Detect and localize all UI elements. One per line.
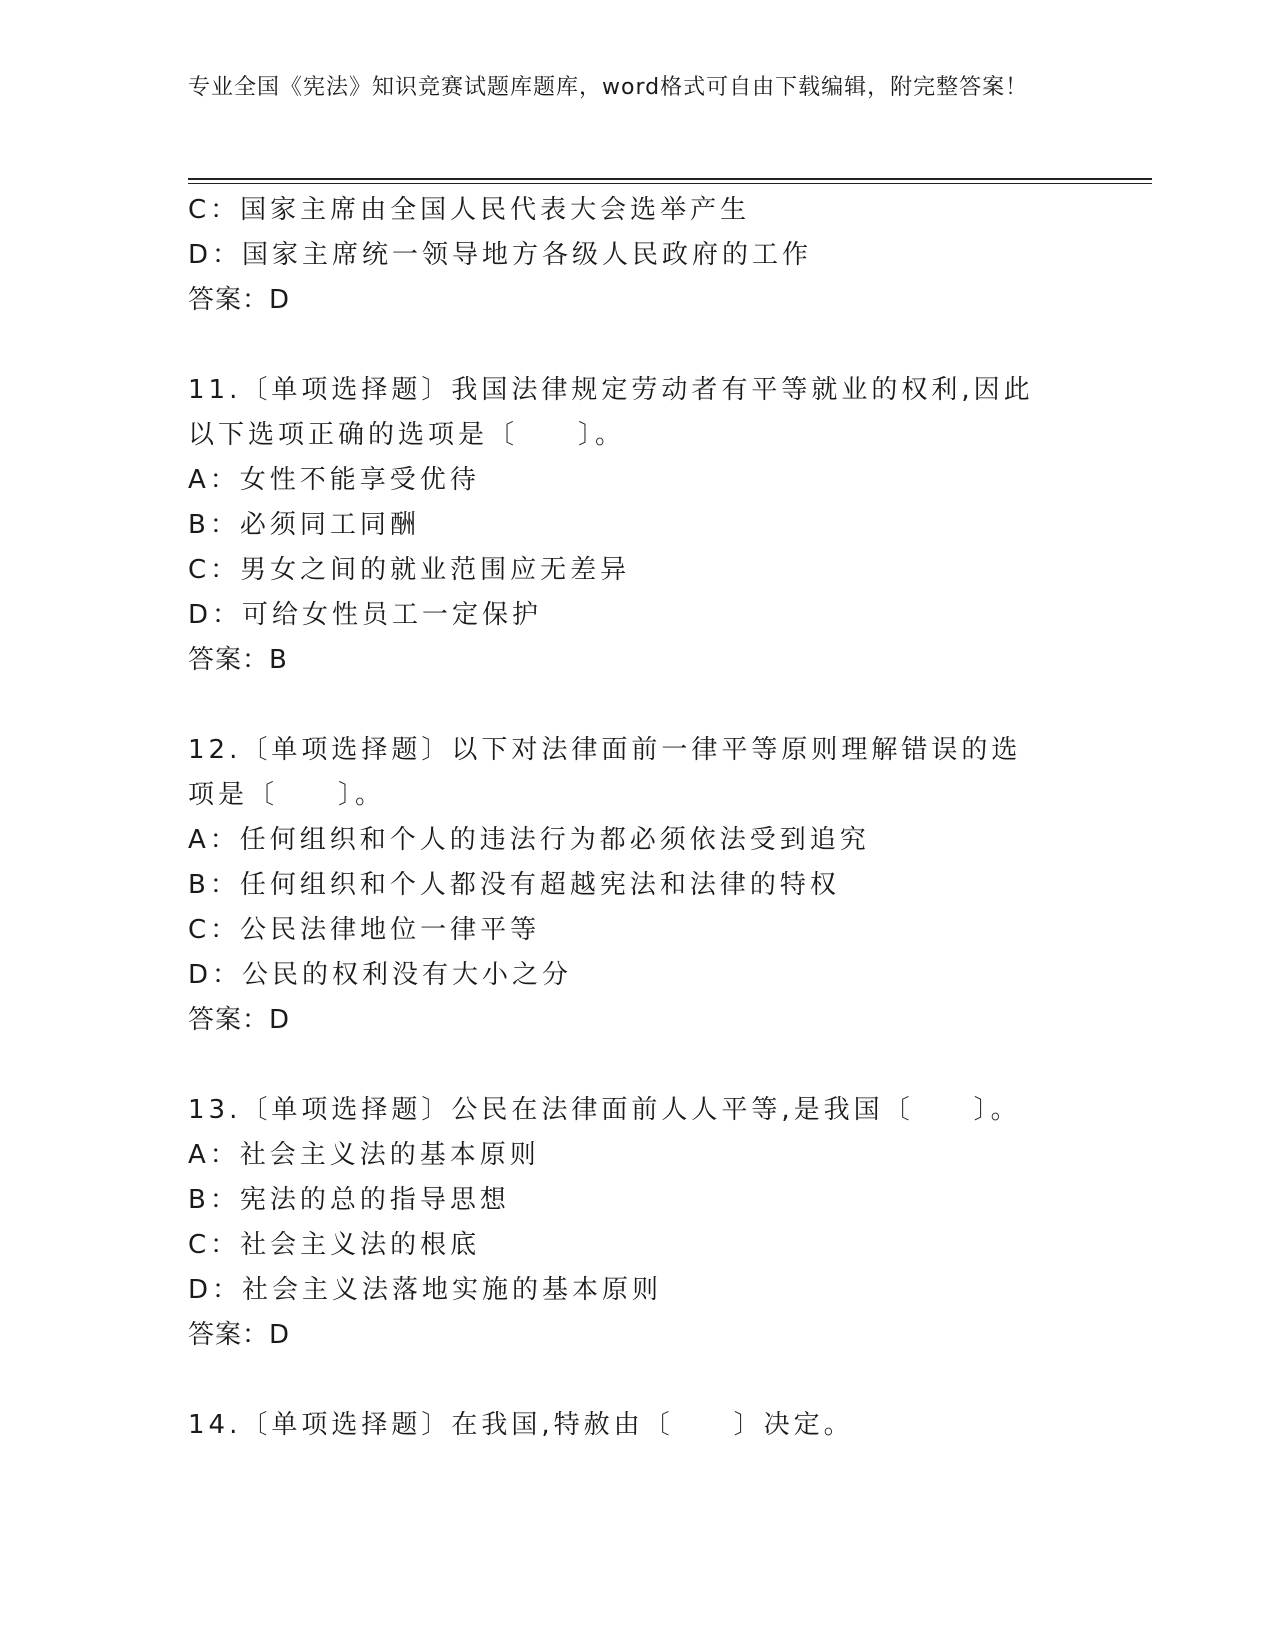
option-a: A：任何组织和个人的违法行为都必须依法受到追究	[188, 825, 870, 855]
header-divider-thin	[188, 183, 1152, 184]
question-content	[188, 188, 1088, 1448]
option-d: D：国家主席统一领导地方各级人民政府的工作	[188, 240, 813, 270]
option-c: C：男女之间的就业范围应无差异	[188, 555, 631, 585]
option-c: C：公民法律地位一律平等	[188, 915, 541, 945]
question-14	[188, 1403, 1088, 1448]
answer-line: 答案：D	[188, 1320, 291, 1350]
option-d: D：社会主义法落地实施的基本原则	[188, 1275, 663, 1305]
option-a: A：社会主义法的基本原则	[188, 1140, 540, 1170]
option-d: D：可给女性员工一定保护	[188, 600, 543, 630]
spacer	[188, 683, 1088, 728]
question-13	[188, 1088, 1088, 1358]
option-d: D：公民的权利没有大小之分	[188, 960, 573, 990]
answer-line: 答案：B	[188, 645, 288, 675]
option-c: C：社会主义法的根底	[188, 1230, 481, 1260]
header-divider-thick	[188, 178, 1152, 180]
question-10-continued	[188, 188, 1088, 323]
option-a: A：女性不能享受优待	[188, 465, 480, 495]
spacer	[188, 1358, 1088, 1403]
question-12	[188, 728, 1088, 1043]
question-stem: 11.〔单项选择题〕我国法律规定劳动者有平等就业的权利,因此以下选项正确的选项是〔 〕。	[188, 375, 1034, 450]
question-stem: 14.〔单项选择题〕在我国,特赦由〔 〕决定。	[188, 1410, 854, 1440]
answer-line: 答案：D	[188, 285, 291, 315]
question-stem: 13.〔单项选择题〕公民在法律面前人人平等,是我国〔 〕。	[188, 1095, 1021, 1125]
answer-line: 答案：D	[188, 1005, 291, 1035]
spacer	[188, 1043, 1088, 1088]
question-stem: 12.〔单项选择题〕以下对法律面前一律平等原则理解错误的选项是〔 〕。	[188, 735, 1022, 810]
page-header-title: 专业全国《宪法》知识竞赛试题库题库，word格式可自由下载编辑，附完整答案！	[188, 75, 1029, 100]
option-b: B：任何组织和个人都没有超越宪法和法律的特权	[188, 870, 840, 900]
option-b: B：必须同工同酬	[188, 510, 420, 540]
question-11	[188, 368, 1088, 683]
option-b: B：宪法的总的指导思想	[188, 1185, 510, 1215]
spacer	[188, 323, 1088, 368]
option-c: C：国家主席由全国人民代表大会选举产生	[188, 195, 751, 225]
